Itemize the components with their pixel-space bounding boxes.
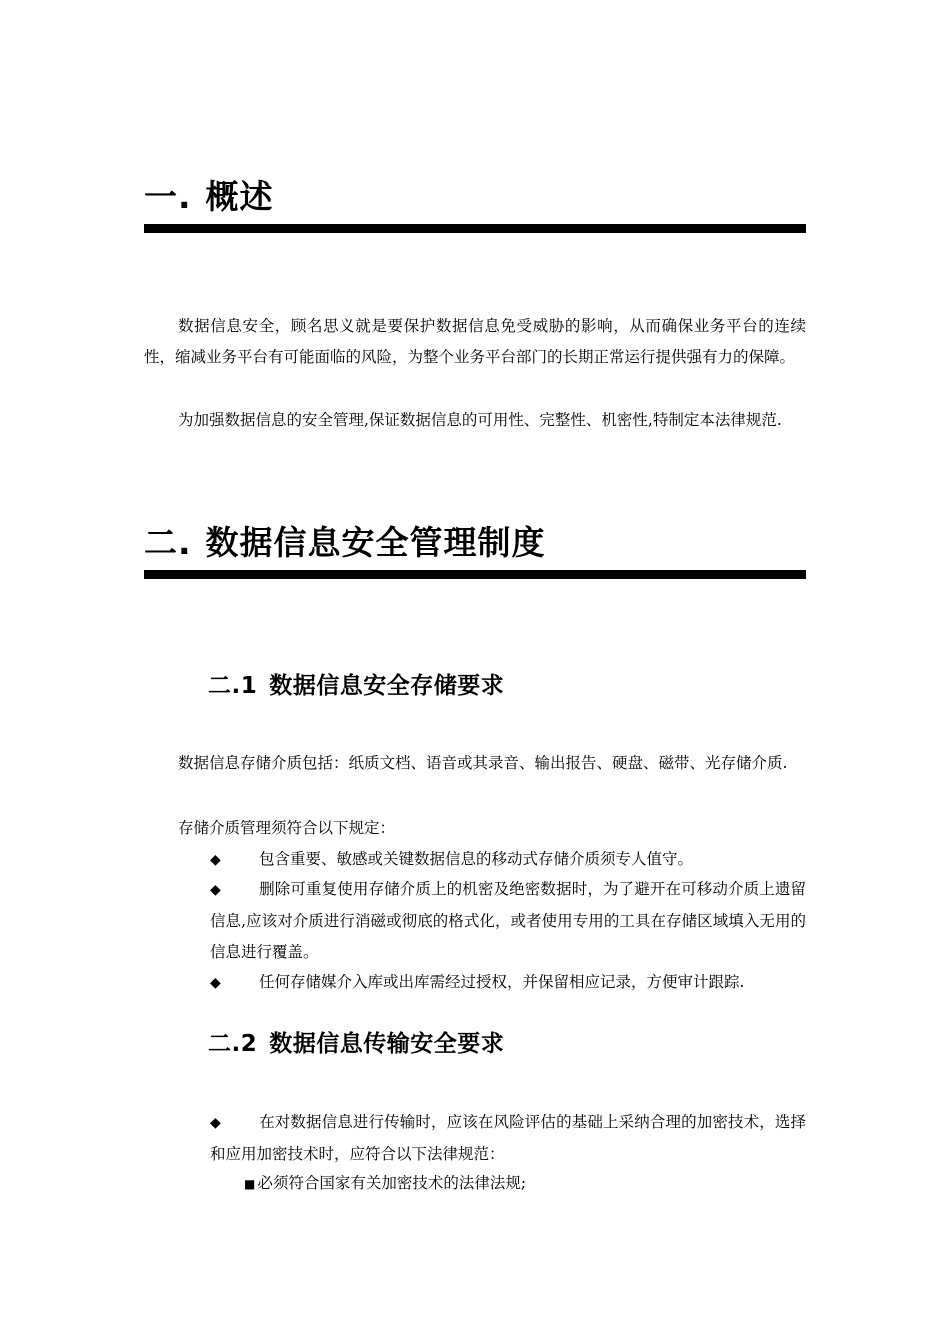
list-item — [210, 874, 806, 968]
diamond-bullet-icon: ◆ — [210, 852, 221, 868]
section-1-paragraph-1: 数据信息安全，顾名思义就是要保护数据信息免受威胁的影响，从而确保业务平台的连续性，缩减业务平台有可能面临的风险，为整个业务平台部门的长期正常运行提供强有力的保障。 — [144, 317, 806, 366]
square-bullet-icon: ■ — [244, 1177, 256, 1191]
section-2-title: 数据信息安全管理制度 — [205, 523, 546, 562]
list-item-text: 在对数据信息进行传输时，应该在风险评估的基础上采纳合理的加密技术，选择和应用加密技术时，应符合以下法律规范： — [210, 1113, 806, 1163]
section-2-rule — [144, 570, 806, 579]
list-item-text: 包含重要、敏感或关键数据信息的移动式存储介质须专人值守。 — [259, 850, 694, 868]
section-2-number: 二. — [144, 523, 192, 562]
subsection-2-1-paragraph-1: 数据信息存储介质包括：纸质文档、语音或其录音、输出报告、硬盘、磁带、光存储介质. — [178, 754, 788, 772]
diamond-bullet-icon: ◆ — [210, 1115, 221, 1131]
subsection-2-2-title: 数据信息传输安全要求 — [269, 1031, 505, 1057]
sub-list-item — [244, 1168, 526, 1200]
subsection-2-1-heading — [208, 671, 504, 701]
section-1-paragraph-2: 为加强数据信息的安全管理,保证数据信息的可用性、完整性、机密性,特制定本法律规范. — [178, 411, 782, 429]
diamond-bullet-icon: ◆ — [210, 882, 221, 898]
list-item — [210, 967, 806, 999]
subsection-2-2-heading — [208, 1029, 504, 1059]
section-1-title: 概述 — [205, 177, 274, 216]
list-item — [210, 844, 806, 876]
subsection-2-2-number: 二.2 — [208, 1031, 258, 1057]
list-item-text: 删除可重复使用存储介质上的机密及绝密数据时，为了避开在可移动介质上遗留信息,应该对介质进行消磁或彻底的格式化，或者使用专用的工具在存储区域填入无用的信息进行覆盖。 — [210, 880, 806, 961]
section-1-heading — [144, 177, 806, 217]
sub-list-item-text: 必须符合国家有关加密技术的法律法规; — [257, 1174, 527, 1192]
subsection-2-1-title: 数据信息安全存储要求 — [269, 673, 505, 699]
section-2-heading — [144, 523, 806, 563]
list-item — [210, 1107, 806, 1170]
section-1-number: 一. — [144, 177, 192, 216]
subsection-2-1-paragraph-2: 存储介质管理须符合以下规定： — [178, 819, 396, 837]
list-item-text: 任何存储媒介入库或出库需经过授权，并保留相应记录，方便审计跟踪. — [259, 973, 745, 991]
diamond-bullet-icon: ◆ — [210, 975, 221, 991]
subsection-2-1-number: 二.1 — [208, 673, 258, 699]
section-1-rule — [144, 224, 806, 233]
